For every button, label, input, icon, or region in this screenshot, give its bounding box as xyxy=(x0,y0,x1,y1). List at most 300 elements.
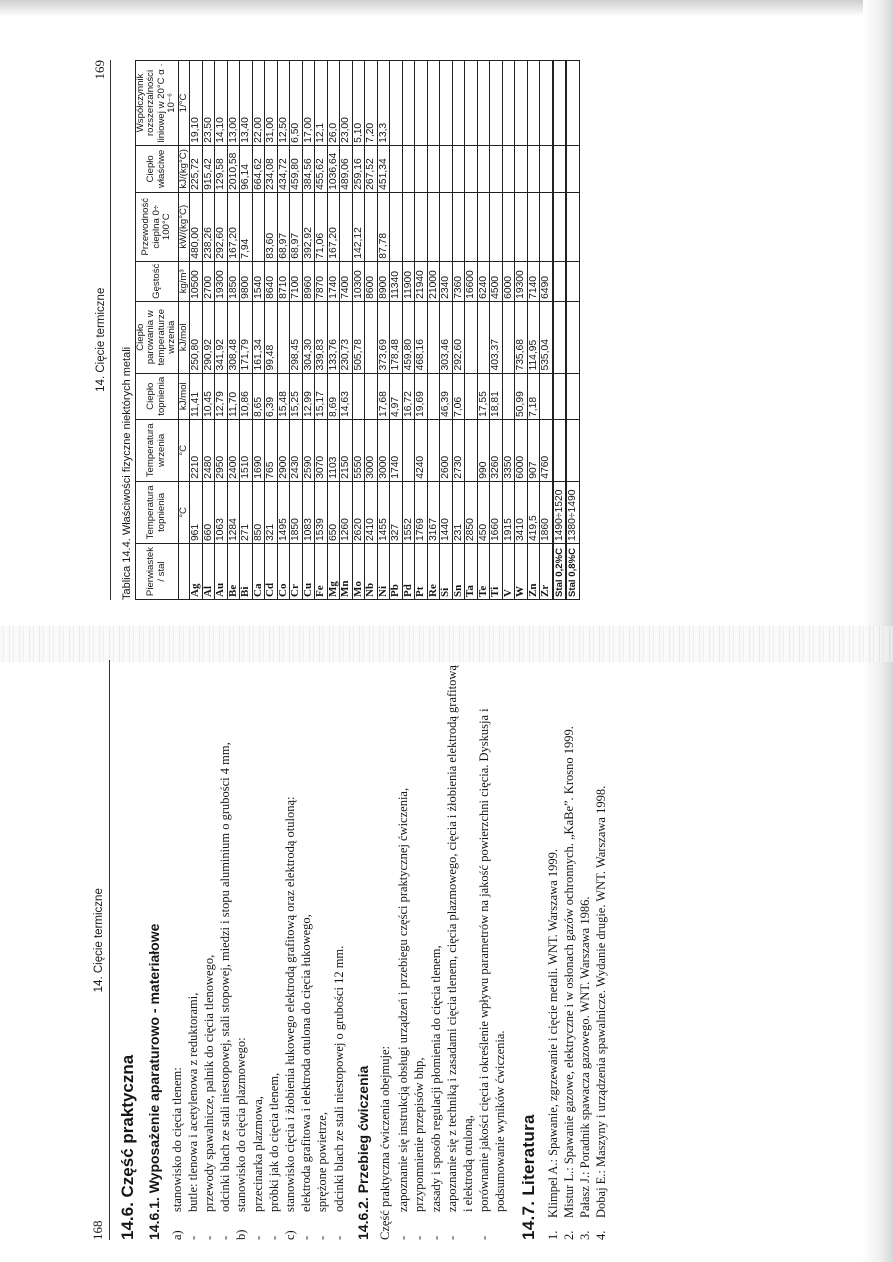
table-cell xyxy=(340,192,353,261)
table-row xyxy=(452,61,465,600)
equipment-item xyxy=(331,660,347,1240)
table-cell: 8900 xyxy=(377,261,390,301)
table-cell: 1740 xyxy=(327,261,340,301)
table-cell xyxy=(566,419,579,481)
table-cell: 12,50 xyxy=(277,61,290,146)
bullet-marker: - xyxy=(477,1235,492,1240)
course-item xyxy=(476,660,508,1240)
bullet-marker: - xyxy=(396,1235,411,1240)
table-cell: 455,62 xyxy=(315,145,328,192)
table-cell: 419,5 xyxy=(527,481,540,543)
page-fold-noise xyxy=(0,626,893,662)
table-cell xyxy=(502,301,515,373)
table-cell: 26,0 xyxy=(327,61,340,146)
table-cell: 16,72 xyxy=(402,373,415,419)
list-text: butle: tlenowa i acetylenowa z reduktorami, xyxy=(185,992,200,1212)
table-cell: 17,00 xyxy=(302,61,315,146)
bullet-marker: - xyxy=(428,1235,443,1240)
left-page-number: 168 xyxy=(90,1220,105,1240)
table-cell xyxy=(465,419,478,481)
literature-item xyxy=(593,660,609,1240)
element-symbol-cell: Ag xyxy=(190,544,203,600)
table-cell xyxy=(415,61,428,146)
steel-name-cell: Stal 0,2%C xyxy=(553,544,567,600)
table-cell: 1690 xyxy=(252,419,265,481)
table-cell: 50,99 xyxy=(515,373,528,419)
table-cell xyxy=(540,373,553,419)
table-cell: 2010,58 xyxy=(227,145,240,192)
equipment-item xyxy=(314,660,330,1240)
table-cell: 167,20 xyxy=(327,192,340,261)
table-cell: 505,78 xyxy=(352,301,365,373)
table-caption: Tablica 14.4. Właściwości fizyczne niektórych metali xyxy=(121,346,133,600)
table-cell: 11340 xyxy=(390,261,403,301)
table-cell xyxy=(465,301,478,373)
table-cell: 17,55 xyxy=(477,373,490,419)
literature-text: Dobaj E.: Maszyny i urządzenia spawalnicze. Wydanie drugie. WNT. Warszawa 1998. xyxy=(594,785,609,1218)
table-cell: 8640 xyxy=(265,261,278,301)
list-marker: - xyxy=(315,1235,330,1240)
table-cell xyxy=(465,192,478,261)
table-cell: 7360 xyxy=(452,261,465,301)
element-symbol-cell: Bi xyxy=(240,544,253,600)
table-cell xyxy=(402,419,415,481)
list-text: przewody spawalnicze, palnik do cięcia tlenowego, xyxy=(202,954,217,1212)
table-row xyxy=(340,61,353,600)
table-cell: 292,60 xyxy=(452,301,465,373)
table-cell: 8600 xyxy=(365,261,378,301)
table-cell xyxy=(566,192,579,261)
table-cell: 450 xyxy=(477,481,490,543)
table-cell xyxy=(440,61,453,146)
table-cell xyxy=(452,61,465,146)
table-cell: 1552 xyxy=(402,481,415,543)
list-text: zapoznanie się instrukcją obsługi urządzeń i przebiegu części praktycznej ćwiczenia, xyxy=(396,787,411,1212)
course-item xyxy=(395,660,411,1240)
table-cell: 2430 xyxy=(290,419,303,481)
element-symbol-cell: Ca xyxy=(252,544,265,600)
table-row xyxy=(390,61,403,600)
list-marker: b) xyxy=(234,1229,249,1240)
table-row xyxy=(265,61,278,600)
table-cell: 8,69 xyxy=(327,373,340,419)
table-cell: 2730 xyxy=(452,419,465,481)
table-cell: 3167 xyxy=(427,481,440,543)
element-symbol-cell: Fe xyxy=(315,544,328,600)
table-header-cell: Ciepło parowania w temperaturze wrzenia xyxy=(136,301,179,373)
table-cell: 12,79 xyxy=(215,373,228,419)
table-cell: 4,97 xyxy=(390,373,403,419)
table-cell: 1915 xyxy=(502,481,515,543)
table-cell: 230,73 xyxy=(340,301,353,373)
table-cell: 71,06 xyxy=(315,192,328,261)
table-cell: 19,10 xyxy=(190,61,203,146)
right-page-number: 169 xyxy=(92,60,107,80)
table-cell xyxy=(540,61,553,146)
table-unit-cell: kg/m³ xyxy=(178,261,189,301)
table-cell: 3000 xyxy=(365,419,378,481)
left-page xyxy=(90,660,750,1240)
table-cell xyxy=(252,192,265,261)
element-symbol-cell: Mg xyxy=(327,544,340,600)
table-cell xyxy=(365,301,378,373)
table-units-row xyxy=(178,61,189,600)
table-row xyxy=(190,61,203,600)
equipment-item xyxy=(233,660,249,1240)
table-cell: 167,20 xyxy=(227,192,240,261)
table-cell: 489,06 xyxy=(340,145,353,192)
table-cell: 451,34 xyxy=(377,145,390,192)
table-cell: 6240 xyxy=(477,261,490,301)
table-header-cell: Współczynnik rozszerzalności liniowej w 20°C α · 10⁻⁶ xyxy=(136,61,179,146)
table-row xyxy=(415,61,428,600)
table-cell: 6000 xyxy=(515,419,528,481)
table-cell xyxy=(402,192,415,261)
element-symbol-cell: Be xyxy=(227,544,240,600)
table-unit-cell: °C xyxy=(178,419,189,481)
equipment-list xyxy=(169,660,347,1240)
table-cell xyxy=(390,192,403,261)
table-cell: 259,16 xyxy=(352,145,365,192)
table-cell xyxy=(477,192,490,261)
table-row xyxy=(427,61,440,600)
table-cell: 6490 xyxy=(540,261,553,301)
table-cell: 225,72 xyxy=(190,145,203,192)
table-cell xyxy=(427,145,440,192)
table-cell: 321 xyxy=(265,481,278,543)
list-text: zapoznanie się z techniką i zasadami cięcia tlenem, cięcia plazmowego, cięcia i żłobienia elektrodą grafitową i elektrodą otuloną, xyxy=(444,665,476,1212)
table-row xyxy=(352,61,365,600)
table-cell: 250,80 xyxy=(190,301,203,373)
table-cell: 1490÷1520 xyxy=(553,481,567,543)
table-cell: 308,48 xyxy=(227,301,240,373)
table-cell: 459,80 xyxy=(290,145,303,192)
section-title: 14.6. Część praktyczna xyxy=(118,1054,138,1240)
literature-text: Pałasz J.: Poradnik spawacza gazowego. WNT. Warszawa 1986. xyxy=(578,896,593,1218)
table-cell: 2700 xyxy=(202,261,215,301)
table-cell: 341,92 xyxy=(215,301,228,373)
course-list xyxy=(395,660,508,1240)
table-cell: 2480 xyxy=(202,419,215,481)
table-cell: 1540 xyxy=(252,261,265,301)
table-cell: 290,92 xyxy=(202,301,215,373)
table-cell: 129,58 xyxy=(215,145,228,192)
table-cell: 1660 xyxy=(490,481,503,543)
list-text: elektroda grafitowa i elektroda otulona do cięcia łukowego, xyxy=(299,914,314,1212)
table-cell xyxy=(427,419,440,481)
table-cell xyxy=(402,145,415,192)
equipment-item xyxy=(282,660,298,1240)
table-cell: 10300 xyxy=(352,261,365,301)
literature-list xyxy=(545,660,610,1240)
list-marker: c) xyxy=(283,1230,298,1240)
table-unit-cell: °C xyxy=(178,481,189,543)
literature-text: Mistur L.: Spawanie gazowe, elektryczne i w osłonach gazów ochronnych. „KaBe”. Krosno 1999. xyxy=(562,726,577,1218)
course-item xyxy=(411,660,427,1240)
table-cell: 2590 xyxy=(302,419,315,481)
literature-number: 1. xyxy=(545,1230,560,1240)
element-symbol-cell: Sn xyxy=(452,544,465,600)
table-cell xyxy=(502,61,515,146)
table-cell: 68,97 xyxy=(277,192,290,261)
table-cell: 22,00 xyxy=(252,61,265,146)
element-symbol-cell: Cu xyxy=(302,544,315,600)
table-cell: 1260 xyxy=(340,481,353,543)
right-running-head xyxy=(92,60,111,600)
table-row xyxy=(477,61,490,600)
table-cell xyxy=(490,61,503,146)
table-cell: 2340 xyxy=(440,261,453,301)
table-header-row xyxy=(136,61,179,600)
table-cell xyxy=(502,192,515,261)
literature-item xyxy=(577,660,593,1240)
table-cell: 907 xyxy=(527,419,540,481)
table-cell xyxy=(352,373,365,419)
table-cell: 1440 xyxy=(440,481,453,543)
table-cell: 13,3 xyxy=(377,61,390,146)
list-text: stanowisko do cięcia tlenem: xyxy=(169,1067,184,1212)
table-cell: 14,10 xyxy=(215,61,228,146)
subsection-equipment-title: 14.6.1. Wyposażenie aparaturowo - materiałowe xyxy=(146,923,163,1240)
table-cell: 1769 xyxy=(415,481,428,543)
course-item xyxy=(428,660,444,1240)
table-cell: 8710 xyxy=(277,261,290,301)
table-cell: 7140 xyxy=(527,261,540,301)
table-cell: 2900 xyxy=(277,419,290,481)
table-cell: 5,10 xyxy=(352,61,365,146)
table-cell: 3260 xyxy=(490,419,503,481)
scan-top-edge xyxy=(0,0,893,16)
table-cell: 1380÷1490 xyxy=(566,481,579,543)
table-row-steel xyxy=(553,61,567,600)
table-cell: 178,48 xyxy=(390,301,403,373)
table-row xyxy=(440,61,453,600)
table-cell: 1284 xyxy=(227,481,240,543)
equipment-item xyxy=(217,660,233,1240)
course-intro: Część praktyczna ćwiczenia obejmuje: xyxy=(378,1045,393,1240)
table-cell: 19300 xyxy=(215,261,228,301)
element-symbol-cell: Ta xyxy=(465,544,478,600)
table-cell: 535,04 xyxy=(540,301,553,373)
table-cell: 19300 xyxy=(515,261,528,301)
table-cell: 1455 xyxy=(377,481,390,543)
table-cell: 7,06 xyxy=(452,373,465,419)
table-cell: 7400 xyxy=(340,261,353,301)
table-cell xyxy=(390,145,403,192)
table-cell: 99,48 xyxy=(265,301,278,373)
table-cell: 11900 xyxy=(402,261,415,301)
table-unit-cell: 1/°C xyxy=(178,61,189,146)
table-cell xyxy=(502,145,515,192)
table-row xyxy=(240,61,253,600)
table-cell: 3410 xyxy=(515,481,528,543)
table-cell xyxy=(415,145,428,192)
table-cell xyxy=(465,373,478,419)
table-cell: 11,41 xyxy=(190,373,203,419)
table-cell: 7,94 xyxy=(240,192,253,261)
table-cell: 1063 xyxy=(215,481,228,543)
table-cell: 1510 xyxy=(240,419,253,481)
list-text: stanowisko do cięcia plazmowego: xyxy=(234,1037,249,1212)
bullet-marker: - xyxy=(412,1235,427,1240)
table-cell: 142,12 xyxy=(352,192,365,261)
table-cell: 327 xyxy=(390,481,403,543)
table-cell xyxy=(477,145,490,192)
table-unit-cell: kJ/mol xyxy=(178,301,189,373)
table-unit-cell: kJ/mol xyxy=(178,373,189,419)
bullet-marker: - xyxy=(444,1235,459,1240)
table-cell: 1860 xyxy=(540,481,553,543)
table-header-cell: Temperatura topnienia xyxy=(136,481,179,543)
element-symbol-cell: Zr xyxy=(540,544,553,600)
table-cell: 46,39 xyxy=(440,373,453,419)
equipment-item xyxy=(185,660,201,1240)
table-cell xyxy=(490,145,503,192)
left-running-head xyxy=(90,660,110,1240)
list-marker: - xyxy=(266,1235,281,1240)
table-row xyxy=(302,61,315,600)
table-cell: 4760 xyxy=(540,419,553,481)
element-symbol-cell: Mo xyxy=(352,544,365,600)
element-symbol-cell: W xyxy=(515,544,528,600)
table-cell: 31,00 xyxy=(265,61,278,146)
list-marker: - xyxy=(250,1235,265,1240)
table-cell: 15,48 xyxy=(277,373,290,419)
table-cell xyxy=(540,145,553,192)
table-cell: 1036,64 xyxy=(327,145,340,192)
table-cell: 10500 xyxy=(190,261,203,301)
element-symbol-cell: Cd xyxy=(265,544,278,600)
table-cell: 468,16 xyxy=(415,301,428,373)
table-row xyxy=(365,61,378,600)
list-text: zasady i sposób regulacji płomienia do cięcia tlenem, xyxy=(428,945,443,1212)
table-cell xyxy=(490,192,503,261)
table-row xyxy=(527,61,540,600)
table-cell xyxy=(566,373,579,419)
element-symbol-cell: V xyxy=(502,544,515,600)
table-header-cell: Przewodność cieplna 0÷ 100°C xyxy=(136,192,179,261)
table-cell: 303,46 xyxy=(440,301,453,373)
table-cell: 459,80 xyxy=(402,301,415,373)
table-cell xyxy=(440,192,453,261)
table-cell: 664,62 xyxy=(252,145,265,192)
table-cell: 10,45 xyxy=(202,373,215,419)
table-cell xyxy=(440,145,453,192)
list-text: przypomnienie przepisów bhp, xyxy=(412,1057,427,1212)
table-cell xyxy=(427,61,440,146)
element-symbol-cell: Pb xyxy=(390,544,403,600)
table-cell: 765 xyxy=(265,419,278,481)
table-row xyxy=(315,61,328,600)
element-symbol-cell: Al xyxy=(202,544,215,600)
table-cell: 161,34 xyxy=(252,301,265,373)
table-cell: 267,52 xyxy=(365,145,378,192)
table-row xyxy=(540,61,553,600)
table-cell xyxy=(427,192,440,261)
table-cell: 23,50 xyxy=(202,61,215,146)
table-cell xyxy=(566,145,579,192)
table-cell xyxy=(527,192,540,261)
table-cell: 171,79 xyxy=(240,301,253,373)
table-cell: 13,00 xyxy=(227,61,240,146)
table-cell xyxy=(553,145,567,192)
table-cell: 1850 xyxy=(227,261,240,301)
table-header-cell: Gęstość xyxy=(136,261,179,301)
table-cell: 7870 xyxy=(315,261,328,301)
table-cell xyxy=(390,61,403,146)
table-cell: 1083 xyxy=(302,481,315,543)
table-cell xyxy=(277,301,290,373)
table-cell: 12,99 xyxy=(302,373,315,419)
table-cell: 850 xyxy=(252,481,265,543)
element-symbol-cell: Zn xyxy=(527,544,540,600)
literature-item xyxy=(545,660,561,1240)
equipment-item xyxy=(298,660,314,1240)
steel-name-cell: Stal 0,8%C xyxy=(566,544,579,600)
table-cell: 238,26 xyxy=(202,192,215,261)
table-cell xyxy=(553,373,567,419)
table-header-cell: Temperatura wrzenia xyxy=(136,419,179,481)
table-cell: 15,17 xyxy=(315,373,328,419)
table-cell: 2850 xyxy=(465,481,478,543)
table-cell: 735,68 xyxy=(515,301,528,373)
equipment-item xyxy=(266,660,282,1240)
table-cell: 339,83 xyxy=(315,301,328,373)
table-header-cell: Ciepło topnienia xyxy=(136,373,179,419)
table-cell: 3070 xyxy=(315,419,328,481)
table-cell xyxy=(527,145,540,192)
table-cell: 7,20 xyxy=(365,61,378,146)
table-cell xyxy=(515,145,528,192)
table-cell: 292,60 xyxy=(215,192,228,261)
table-cell: 480,00 xyxy=(190,192,203,261)
table-cell: 650 xyxy=(327,481,340,543)
table-cell: 231 xyxy=(452,481,465,543)
element-symbol-cell: Co xyxy=(277,544,290,600)
table-cell: 16600 xyxy=(465,261,478,301)
table-unit-cell xyxy=(178,544,189,600)
table-cell: 96,14 xyxy=(240,145,253,192)
list-marker: - xyxy=(185,1235,200,1240)
table-cell: 3350 xyxy=(502,419,515,481)
table-cell xyxy=(365,192,378,261)
table-cell: 9800 xyxy=(240,261,253,301)
table-cell: 17,68 xyxy=(377,373,390,419)
table-cell xyxy=(452,192,465,261)
table-unit-cell: kJ/(kg°C) xyxy=(178,145,189,192)
table-cell xyxy=(553,301,567,373)
table-cell xyxy=(427,373,440,419)
table-cell xyxy=(566,261,579,301)
table-row xyxy=(327,61,340,600)
table-cell xyxy=(465,145,478,192)
left-running-head-text: 14. Cięcie termiczne xyxy=(93,888,105,993)
table-cell: 403,37 xyxy=(490,301,503,373)
table-row xyxy=(227,61,240,600)
right-running-head-text: 14. Cięcie termiczne xyxy=(95,287,107,392)
list-marker: - xyxy=(331,1235,346,1240)
table-cell: 8960 xyxy=(302,261,315,301)
table-row xyxy=(465,61,478,600)
subsection-course-title: 14.6.2. Przebieg ćwiczenia xyxy=(354,1065,371,1240)
table-cell: 3000 xyxy=(377,419,390,481)
table-cell: 83,60 xyxy=(265,192,278,261)
table-cell: 384,56 xyxy=(302,145,315,192)
table-cell xyxy=(402,61,415,146)
table-cell: 68,97 xyxy=(290,192,303,261)
table-cell xyxy=(566,61,579,146)
table-cell xyxy=(540,192,553,261)
